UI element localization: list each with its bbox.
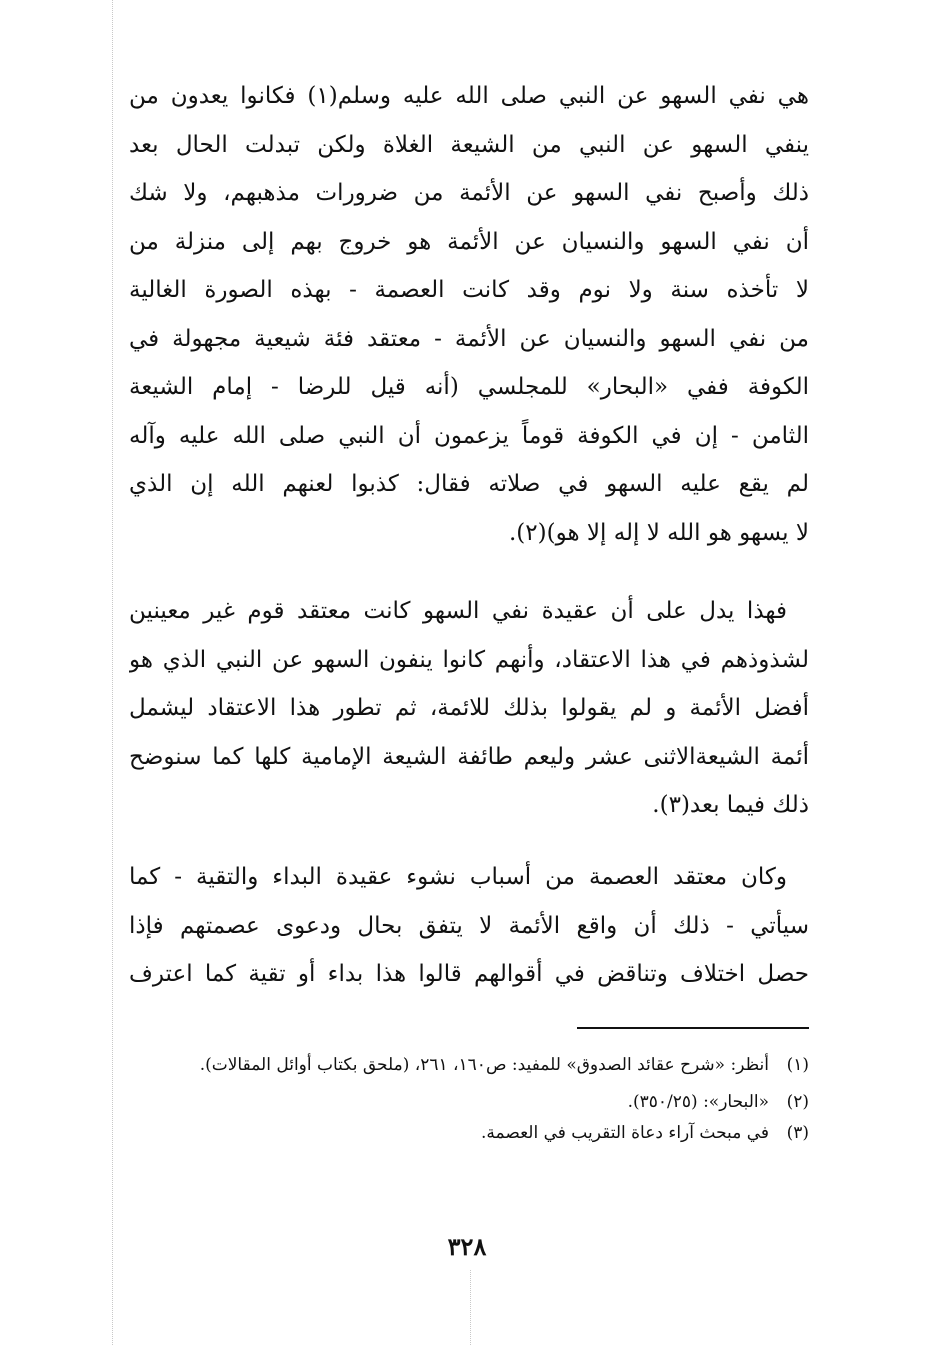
text-line: وكان معتقد العصمة من أسباب نشوء عقيدة البداء والتقية - كما — [129, 864, 787, 890]
page-number: ٣٢٨ — [447, 1232, 487, 1261]
text-line: هي نفي السهو عن النبي صلى الله عليه وسلم(١) فكانوا يعدون من — [129, 83, 809, 109]
text-line: حصل اختلاف وتناقض في أقوالهم قالوا هذا بداء أو تقية كما اعترف — [129, 961, 809, 987]
text-line: ينفي السهو عن النبي من الشيعة الغلاة ولكن تبدلت الحال بعد — [129, 131, 809, 158]
footnote-separator — [577, 1027, 809, 1029]
text-line: فهذا يدل على أن عقيدة نفي السهو كانت معتقد قوم غير معينين — [129, 598, 787, 624]
body-paragraph-3 — [129, 853, 809, 999]
text-line: ذلك فيما بعد(٣). — [652, 792, 809, 818]
scan-guide-center — [470, 1270, 471, 1345]
footnote-1 — [119, 1050, 809, 1081]
text-line: لشذوذهم في هذا الاعتقاد، وأنهم كانوا ينفون السهو عن النبي الذي هو — [129, 646, 809, 673]
footnote-number: (٢) — [786, 1092, 809, 1112]
text-line: أئمة الشيعةالاثنى عشر وليعم طائفة الشيعة الإمامية كلها كما سنوضح — [129, 743, 809, 770]
text-line: لا يسهو هو الله لا إله إلا هو)(٢). — [508, 519, 809, 546]
footnote-2 — [119, 1087, 809, 1118]
text-line: الكوفة ففي «البحار» للمجلسي (أنه قيل للرضا - إمام الشيعة — [129, 374, 809, 400]
text-line: لا تأخذه سنة ولا نوم وقد كانت العصمة - بهذه الصورة الغالية — [129, 277, 809, 303]
footnote-text: «البحار»: (٣٥٠/٢٥). — [627, 1092, 769, 1112]
footnotes — [119, 1050, 809, 1149]
footnote-text: في مبحث آراء دعاة التقريب في العصمة. — [481, 1123, 769, 1143]
text-line: أن نفي السهو والنسيان عن الأئمة هو خروج بهم إلى منزلة من — [129, 228, 809, 255]
text-line: أفضل الأئمة و لم يقولوا بذلك للائمة، ثم تطور هذا الاعتقاد ليشمل — [129, 695, 809, 721]
text-line: سيأتي - ذلك أن واقع الأئمة لا يتفق بحال ودعوى عصمتهم فإذا — [129, 912, 809, 939]
body-paragraph-2 — [129, 587, 809, 830]
footnote-3 — [119, 1118, 809, 1149]
footnote-number: (٣) — [786, 1123, 809, 1143]
body-paragraph-1 — [129, 72, 809, 557]
text-line: ذلك وأصبح نفي السهو عن الأئمة من ضرورات مذهبهم، ولا شك — [129, 180, 809, 206]
footnote-text: أنظر: «شرح عقائد الصدوق» للمفيد: ص١٦٠، ٢٦١، (ملحق بكتاب أوائل المقالات). — [199, 1055, 769, 1075]
footnote-number: (١) — [786, 1055, 809, 1075]
text-line: من نفي السهو والنسيان عن الأئمة - معتقد فئة شيعية مجهولة في — [129, 325, 809, 352]
text-line: الثامن - إن في الكوفة قوماً يزعمون أن النبي صلى الله عليه وآله — [129, 422, 809, 449]
scan-guide-left — [112, 0, 113, 1345]
text-line: لم يقع عليه السهو في صلاته فقال: كذبوا لعنهم الله إن الذي — [129, 471, 809, 497]
